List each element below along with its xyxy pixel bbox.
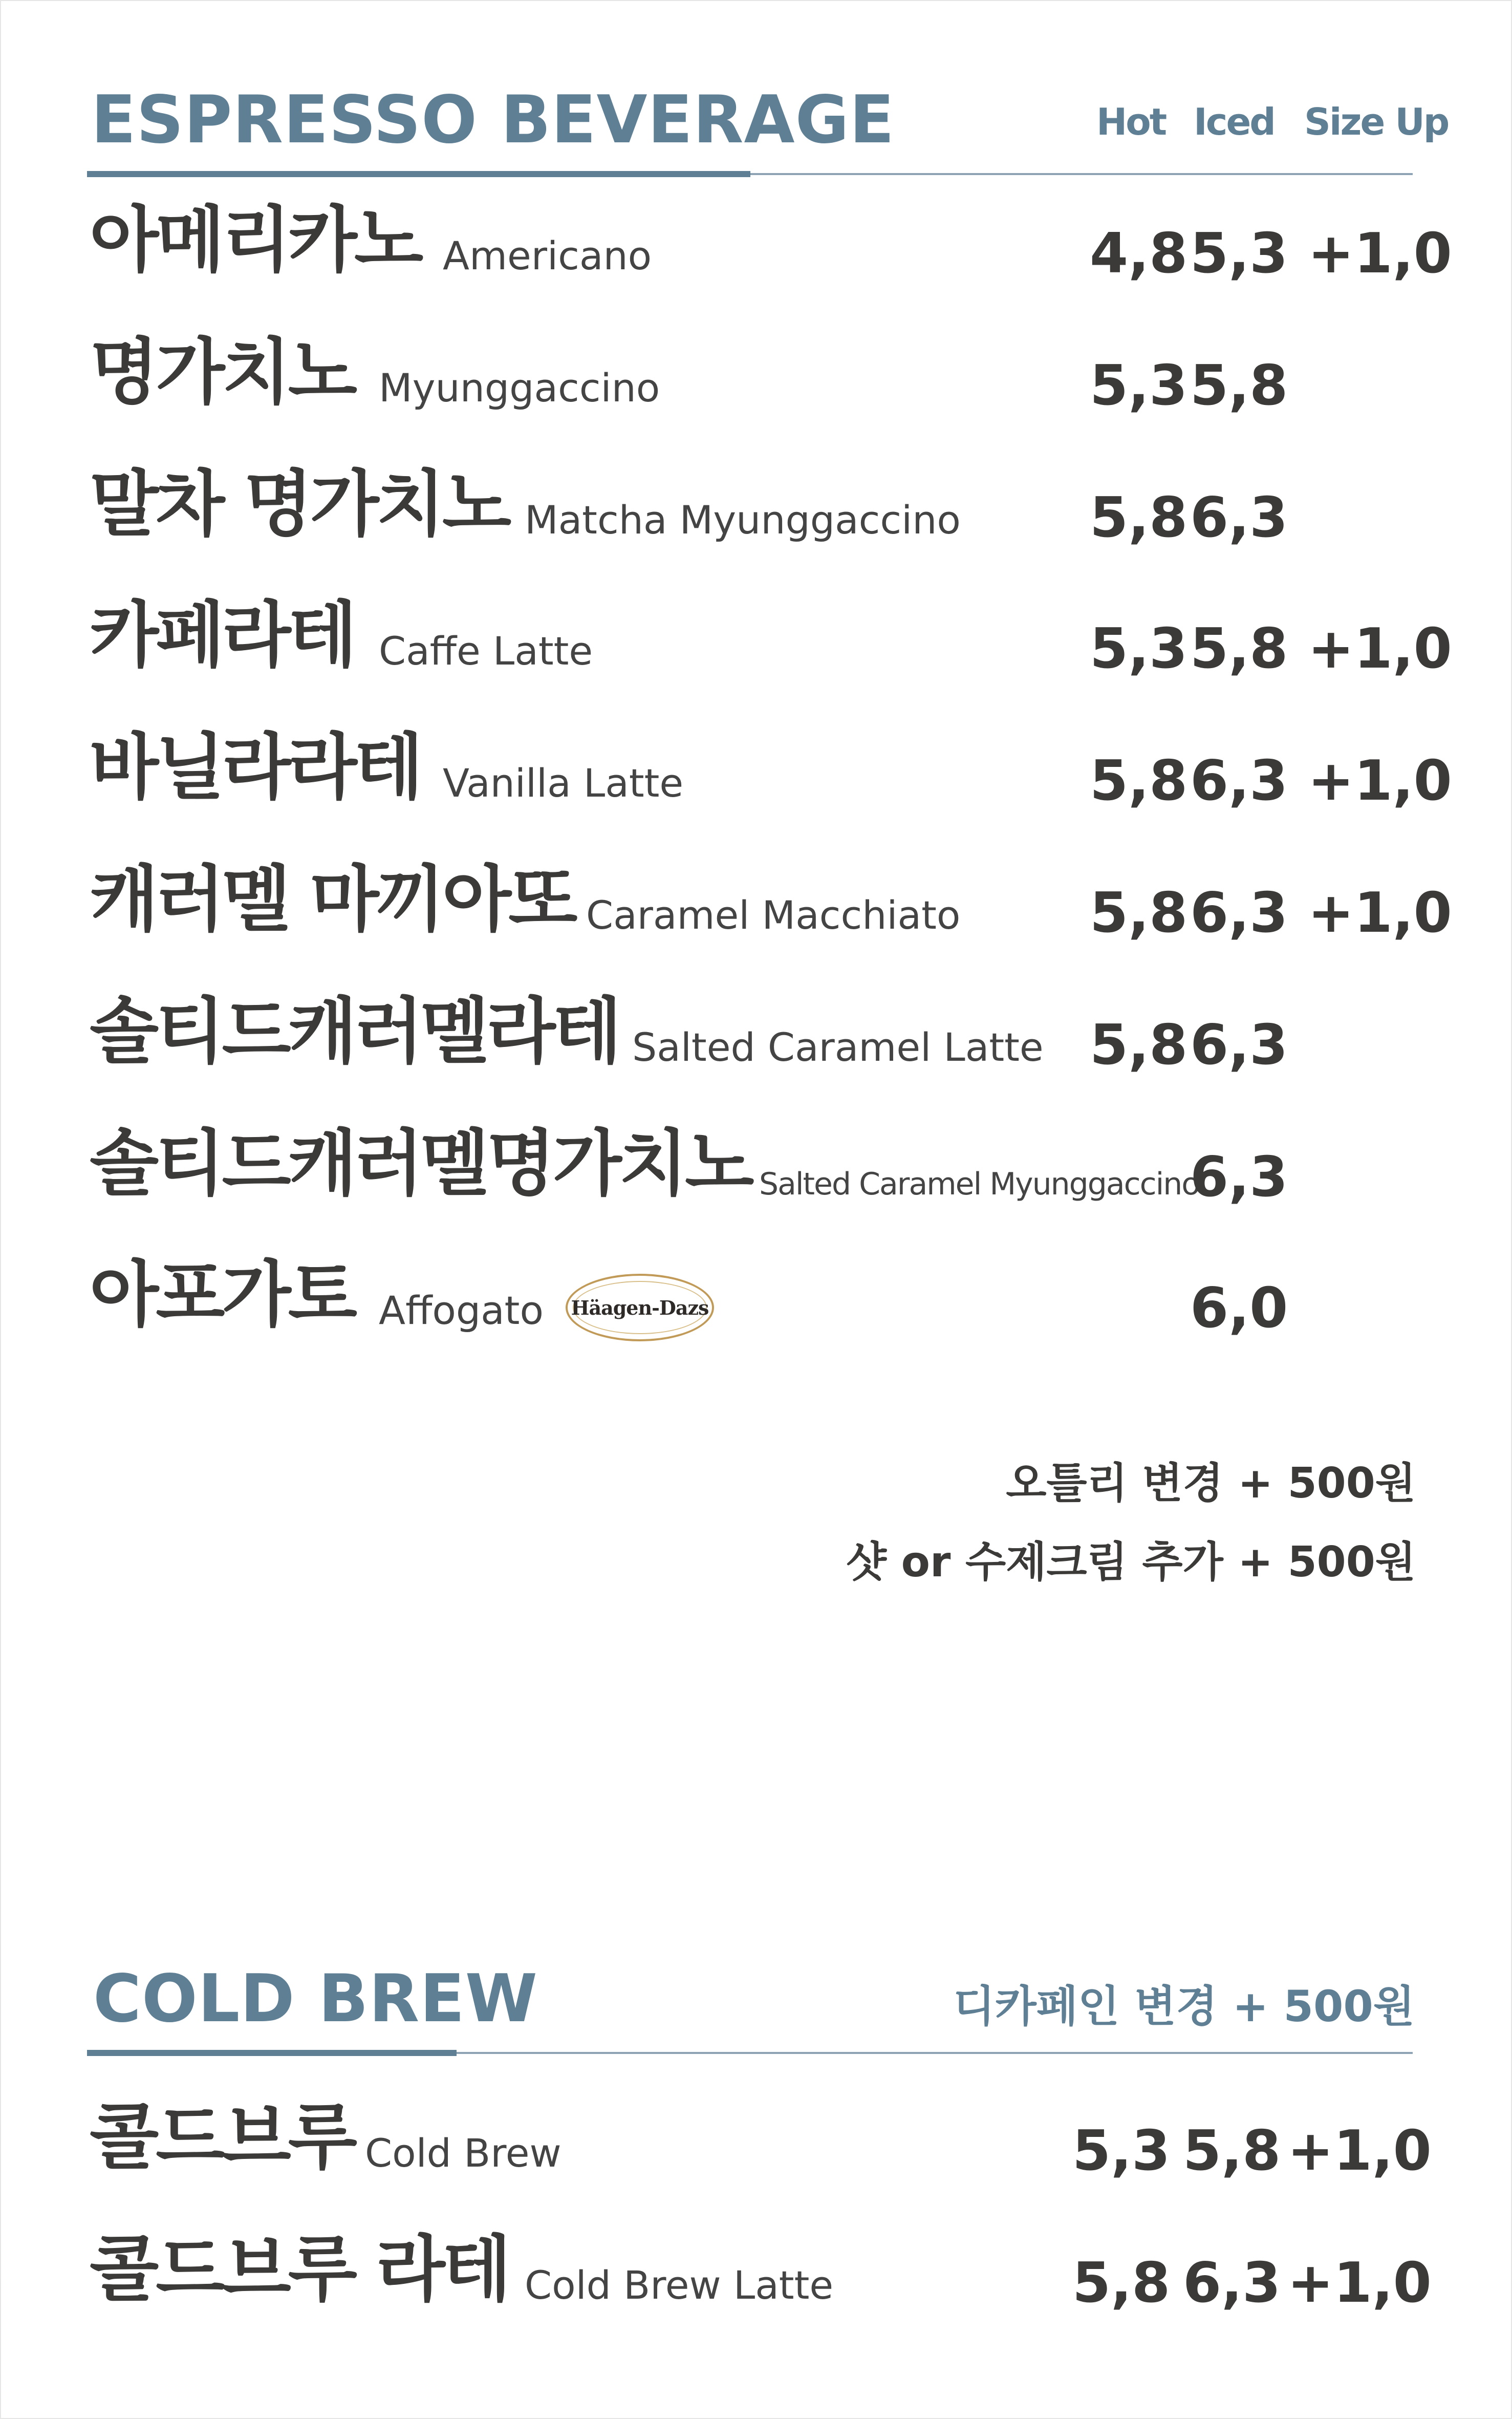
haagen-dazs-logo [566,1274,714,1341]
menu-item [90,726,1452,828]
price-iced: 6,0 [1190,1276,1288,1340]
price-size-up: +1,0 [1287,2119,1432,2183]
haagen-dazs-logo-text: Häagen-Dazs [571,1296,709,1319]
price-iced: 6,3 [1190,486,1288,550]
item-name-english: Americano [443,233,652,279]
price-hot: 5,3 [1090,617,1188,681]
option-note-oatly: 오틀리 변경 + 500원 [1006,1459,1416,1508]
decaf-note: 디카페인 변경 + 500원 [953,1981,1415,2031]
price-size-up: +1,0 [1308,222,1452,286]
item-name-korean: 콜드브루 라테 [90,2228,509,2311]
column-header-iced: Iced [1194,100,1275,143]
price-iced: 6,3 [1190,1013,1288,1077]
item-name-english: Matcha Myunggaccino [525,497,961,543]
item-name-korean: 솔티드캐러멜라테 [90,990,619,1074]
item-name-korean: 콜드브루 [90,2096,354,2179]
price-hot: 5,8 [1090,749,1188,813]
item-name-korean: 캐러멜 마끼아또 [90,858,575,941]
item-name-english: Cold Brew Latte [525,2262,834,2308]
price-hot: 5,8 [1090,881,1188,945]
price-hot: 5,8 [1090,1013,1188,1077]
item-name-english: Salted Caramel Myunggaccino [759,1166,1199,1202]
price-size-up: +1,0 [1308,881,1452,945]
item-name-korean: 바닐라라테 [90,726,421,809]
price-size-up: +1,0 [1308,749,1452,813]
menu-item [90,199,1452,301]
price-size-up: +1,0 [1287,2251,1432,2315]
section-title-cold-brew: COLD BREW [93,1961,538,2037]
menu-item [90,2228,1431,2330]
item-name-english: Caffe Latte [379,628,593,674]
price-hot: 5,8 [1090,486,1188,550]
column-header-hot: Hot [1096,100,1166,143]
item-name-english: Affogato [379,1288,544,1333]
price-iced: 5,8 [1190,617,1288,681]
item-name-korean: 말차 명가치노 [90,463,509,546]
menu-item [90,463,1431,565]
price-hot: 5,3 [1090,354,1188,418]
price-size-up: +1,0 [1308,617,1452,681]
price-hot: 5,3 [1072,2119,1171,2183]
item-name-korean: 아포가토 [90,1253,354,1337]
item-name-english: Salted Caramel Latte [632,1024,1044,1070]
price-iced: 5,8 [1183,2119,1281,2183]
section-title-underline [87,2050,457,2056]
price-iced: 5,8 [1190,354,1288,418]
item-name-english: Cold Brew [365,2130,561,2176]
item-name-korean: 카페라테 [90,594,354,677]
menu-item [90,1122,1431,1225]
menu-item [90,1253,1431,1356]
price-iced: 6,3 [1190,881,1288,945]
price-iced: 6,3 [1190,1145,1288,1209]
price-iced: 6,3 [1190,749,1288,813]
menu-item [90,594,1452,696]
item-name-english: Caramel Macchiato [586,892,961,938]
column-header-size-up: Size Up [1304,100,1449,143]
menu-item [90,990,1431,1093]
item-name-korean: 솔티드캐러멜명가치노 [90,1122,751,1206]
menu-item [90,858,1452,960]
price-hot: 5,8 [1072,2251,1171,2315]
option-note-shot-cream: 샷 or 수제크림 추가 + 500원 [846,1538,1416,1587]
price-hot: 4,8 [1090,222,1188,286]
menu-item [90,331,1431,433]
section-title-espresso: ESPRESSO BEVERAGE [91,82,895,158]
section-title-underline [87,171,750,177]
item-name-korean: 명가치노 [90,331,354,414]
item-name-korean: 아메리카노 [90,199,421,282]
price-iced: 6,3 [1183,2251,1281,2315]
menu-item [90,2096,1431,2198]
item-name-english: Myunggaccino [379,365,660,411]
price-iced: 5,3 [1190,222,1288,286]
item-name-english: Vanilla Latte [443,760,684,806]
